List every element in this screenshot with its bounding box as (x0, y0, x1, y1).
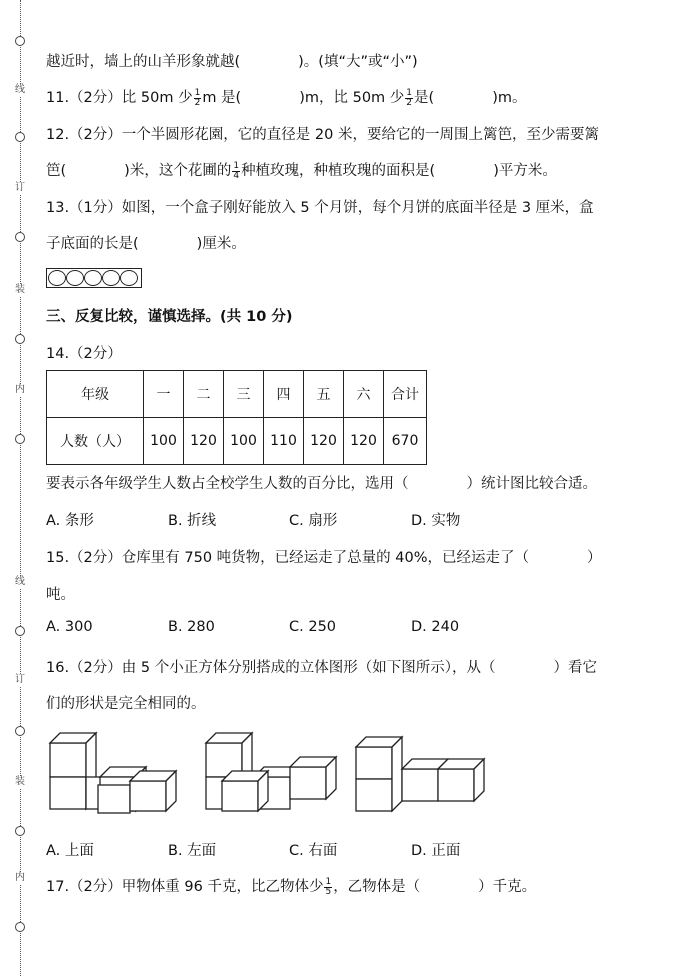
mooncake (66, 270, 84, 286)
binding-hole (15, 434, 25, 444)
q16-option-a[interactable]: A. 上面 (46, 843, 94, 859)
table-cell: 年级 (47, 371, 144, 418)
binding-hole (15, 36, 25, 46)
margin-mark: 线 (12, 576, 28, 588)
q14-option-d[interactable]: D. 实物 (411, 513, 461, 529)
cube-figure-3 (356, 737, 484, 811)
table-cell: 110 (264, 418, 304, 465)
q15-option-d[interactable]: D. 240 (411, 619, 460, 635)
q16-option-c[interactable]: C. 右面 (289, 843, 338, 859)
margin-mark: 内 (12, 872, 28, 884)
margin-mark: 装 (12, 284, 28, 296)
table-cell: 120 (304, 418, 344, 465)
fraction: $\frac{1}{4}$ (233, 160, 240, 181)
question-13-line2: 子底面的长是( )厘米。 (46, 236, 246, 252)
fraction: $\frac{1}{2}$ (406, 87, 413, 108)
cube-figure-1 (50, 733, 176, 813)
q15-option-c[interactable]: C. 250 (289, 619, 337, 635)
table-cell: 二 (184, 371, 224, 418)
question-15-line2: 吨。 (46, 587, 75, 603)
margin-mark: 内 (12, 384, 28, 396)
mooncake (48, 270, 66, 286)
q16-option-d[interactable]: D. 正面 (411, 843, 461, 859)
question-13-line1: 13.（1分）如图，一个盒子刚好能放入 5 个月饼，每个月饼的底面半径是 3 厘米，盒 (46, 200, 594, 216)
cube-figures (46, 725, 486, 825)
binding-hole (15, 132, 25, 142)
table-cell: 人数（人） (47, 418, 144, 465)
question-15-line1: 15.（2分）仓库里有 750 吨货物，已经运走了总量的 40%，已经运走了（ ） (46, 550, 602, 566)
table-cell: 120 (344, 418, 384, 465)
cube-figure-2 (206, 733, 336, 811)
table-cell: 670 (384, 418, 427, 465)
table-cell: 100 (224, 418, 264, 465)
table-cell: 120 (184, 418, 224, 465)
binding-hole (15, 726, 25, 736)
margin-mark: 订 (12, 182, 28, 194)
margin-mark: 线 (12, 84, 28, 96)
question-17: 17.（2分）甲物体重 96 千克，比乙物体少 $\frac{1}{5}$ ，乙物体是（ ）千克。 (46, 876, 537, 897)
mooncake-box-figure (46, 268, 142, 288)
mooncake (120, 270, 138, 286)
table-row (47, 418, 427, 465)
fraction: $\frac{1}{2}$ (194, 87, 201, 108)
question-12-line1: 12.（2分）一个半圆形花園，它的直径是 20 米，要给它的一周围上篱笆，至少需要篱 (46, 127, 599, 143)
binding-hole (15, 826, 25, 836)
q15-option-b[interactable]: B. 280 (168, 619, 215, 635)
margin-mark: 装 (12, 776, 28, 788)
table-cell: 一 (144, 371, 184, 418)
q14-option-b[interactable]: B. 折线 (168, 513, 217, 529)
question-14-head: 14.（2分） (46, 346, 122, 362)
table-header-row (47, 371, 427, 418)
grade-table (46, 370, 427, 465)
table-cell: 100 (144, 418, 184, 465)
q10-tail: 越近时，墙上的山羊形象就越( )。(填“大”或“小”) (46, 54, 418, 70)
question-16-line1: 16.（2分）由 5 个小正方体分别搭成的立体图形（如下图所示），从（ ）看它 (46, 660, 597, 676)
mooncake (102, 270, 120, 286)
binding-hole (15, 626, 25, 636)
table-cell: 五 (304, 371, 344, 418)
margin-mark: 订 (12, 674, 28, 686)
binding-hole (15, 334, 25, 344)
binding-hole (15, 922, 25, 932)
table-cell: 六 (344, 371, 384, 418)
mooncake (84, 270, 102, 286)
q14-option-a[interactable]: A. 条形 (46, 513, 94, 529)
question-12-line2: 笆( )米，这个花圃的 $\frac{1}{4}$ 种植玫瑰，种植玫瑰的面积是( )平方米。 (46, 160, 557, 181)
table-cell: 三 (224, 371, 264, 418)
question-11: 11.（2分）比 50m 少 $\frac{1}{2}$ m 是( )m，比 50m 少 $\frac{1}{2}$ 是( )m。 (46, 87, 527, 108)
question-14-text: 要表示各年级学生人数占全校学生人数的百分比，选用（ ）统计图比较合适。 (46, 476, 597, 492)
q15-option-a[interactable]: A. 300 (46, 619, 93, 635)
q16-option-b[interactable]: B. 左面 (168, 843, 217, 859)
table-cell: 四 (264, 371, 304, 418)
table-cell: 合计 (384, 371, 427, 418)
section-3-heading: 三、反复比较，谨慎选择。(共 10 分) (46, 309, 293, 325)
question-16-line2: 们的形状是完全相同的。 (46, 696, 206, 712)
q14-option-c[interactable]: C. 扇形 (289, 513, 338, 529)
binding-hole (15, 232, 25, 242)
fraction: $\frac{1}{5}$ (325, 876, 332, 897)
